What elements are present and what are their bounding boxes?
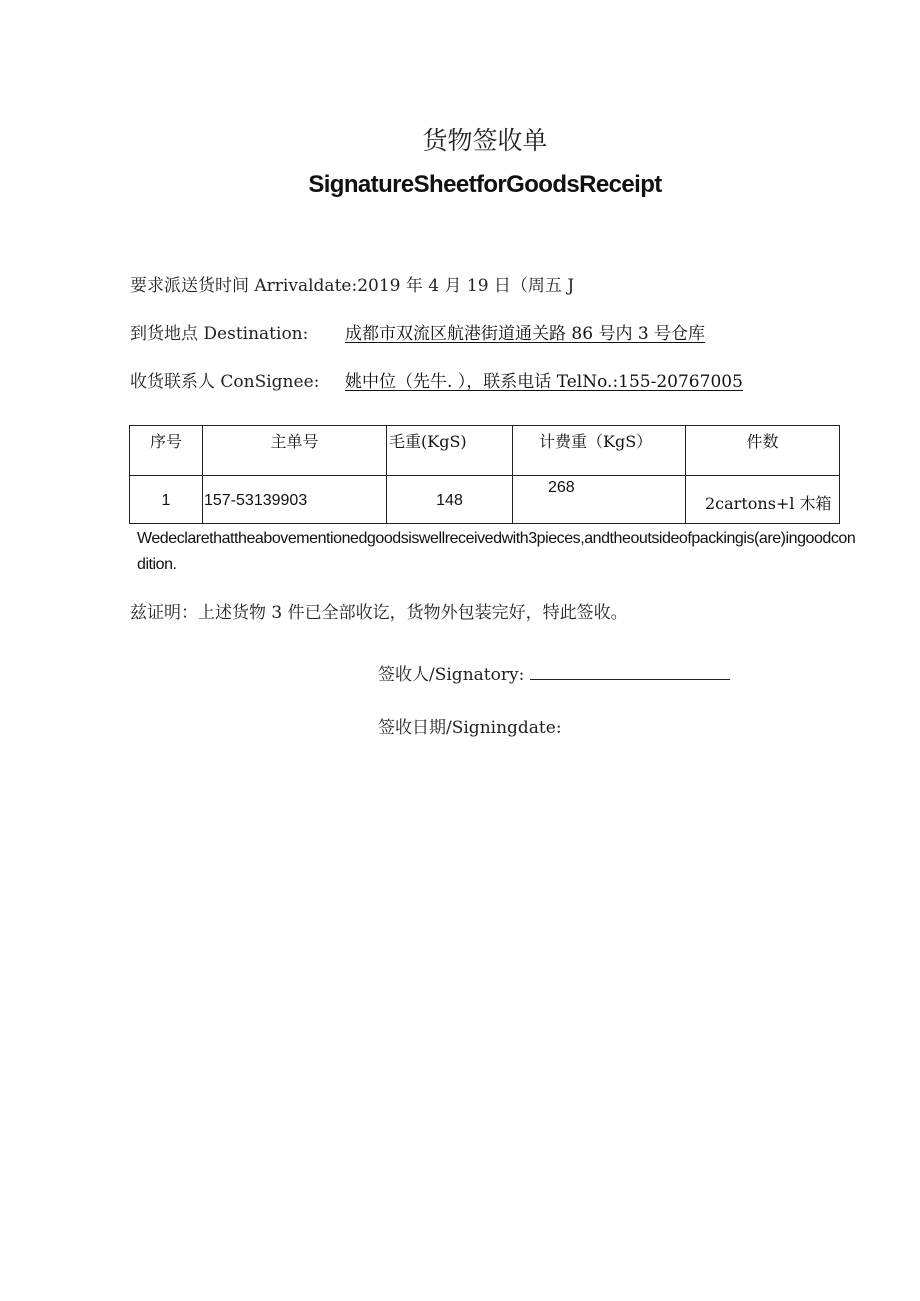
- table-header-cell: 毛重(KgS): [387, 426, 513, 476]
- signing-date-label: 签收日期/Signingdate:: [378, 718, 562, 738]
- destination-value: 成都市双流区航港街道通关路 86 号内 3 号仓库: [345, 324, 706, 344]
- table-cell-index: 1: [130, 476, 203, 524]
- table-row: [130, 476, 840, 524]
- destination-label: 到货地点 Destination:: [130, 324, 309, 344]
- table-cell-chargeable-weight: 268: [513, 476, 686, 524]
- consignee-row: [130, 367, 319, 392]
- signatory-blank-line: [530, 663, 730, 680]
- table-header-cell: 计费重（KgS）: [513, 426, 686, 476]
- table-header-cell: 主单号: [203, 426, 387, 476]
- consignee-label: 收货联系人 ConSignee:: [130, 372, 320, 392]
- table-cell-gross-weight: 148: [387, 476, 513, 524]
- declaration-english: Wedeclarethattheabovementionedgoodsiswellreceivedwith3pieces,andtheoutsideofpackingis(are)ingoodcondition.: [137, 530, 856, 573]
- arrival-date-row: [130, 271, 574, 296]
- goods-table: [129, 425, 840, 524]
- table-header-row: [130, 426, 840, 476]
- consignee-value: 姚中位（先牛. ），联系电话 TelNo.:155-20767005: [345, 372, 743, 392]
- destination-row: [130, 319, 308, 344]
- signatory-row: [378, 660, 730, 685]
- arrival-date-value: 2019 年 4 月 19 日（周五 J: [357, 276, 575, 296]
- table-cell-pieces: 2cartons+l 木箱: [686, 476, 840, 524]
- arrival-date-label: 要求派送货时间 Arrivaldate:: [130, 276, 358, 296]
- document-title-english: SignatureSheetforGoodsReceipt: [308, 171, 662, 198]
- document-title-chinese: 货物签收单: [422, 126, 548, 155]
- signatory-label: 签收人/Signatory:: [378, 665, 525, 685]
- table-header-cell: 件数: [686, 426, 840, 476]
- declaration-chinese: 兹证明：上述货物 3 件已全部收讫，货物外包装完好，特此签收。: [130, 603, 628, 623]
- table-header-cell: 序号: [130, 426, 203, 476]
- signing-date-row: [378, 713, 562, 738]
- table-cell-master-awb: 157-53139903: [203, 476, 387, 524]
